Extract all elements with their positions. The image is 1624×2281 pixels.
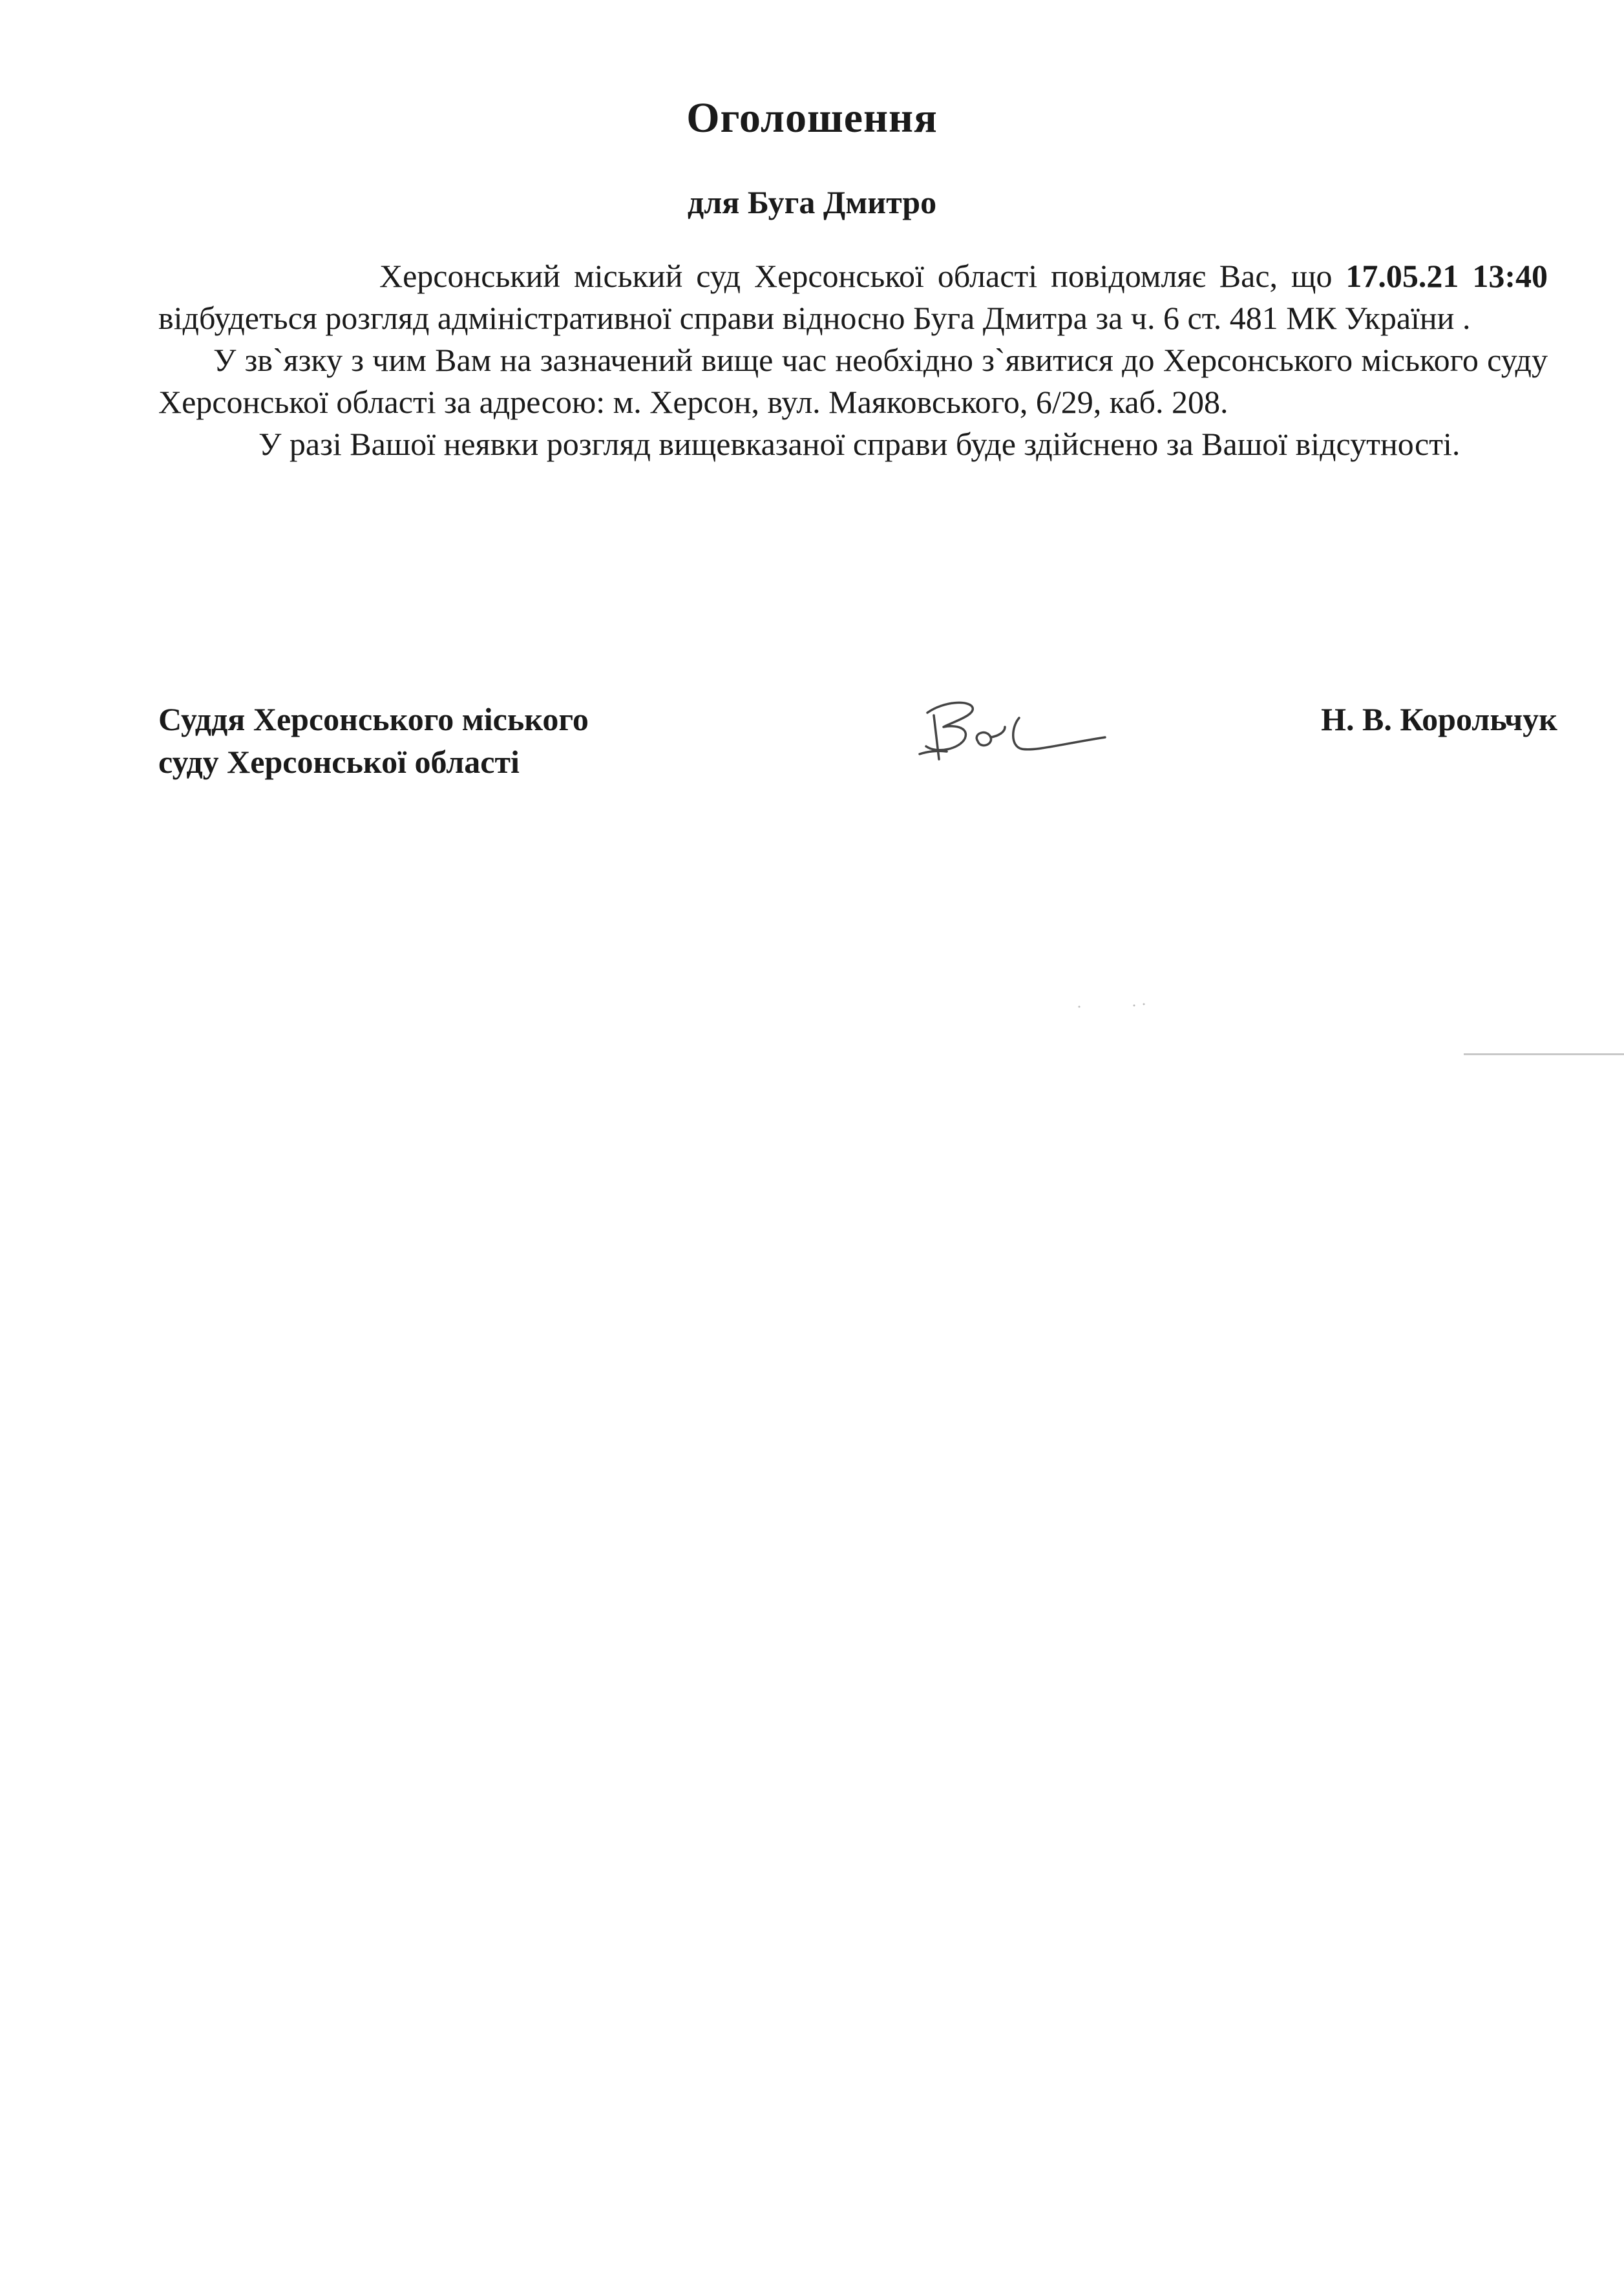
notice-body: [158, 255, 1548, 465]
judge-position: [158, 698, 740, 783]
scan-speck: [1073, 1000, 1157, 1013]
paragraph-rest-text: відбудеться розгляд адміністративної справи відносно Буга Дмитра за ч. 6 ст. 481 МК України .: [158, 300, 1471, 336]
notice-paragraph-absence: У разі Вашої неявки розгляд вищевказаної справи буде здійснено за Вашої відсутності.: [258, 426, 1461, 462]
addressee-line: для Буга Дмитро: [687, 184, 937, 220]
document-title: Оголошення: [686, 94, 938, 142]
paragraph-intro-text: Херсонський міський суд Херсонської області повідомляє Вас, що: [379, 258, 1346, 294]
judge-position-line-1: Суддя Херсонського міського: [158, 701, 589, 737]
judge-name: Н. В. Корольчук: [1321, 701, 1557, 737]
judge-position-line-2: суду Херсонської області: [158, 744, 520, 780]
hearing-datetime: 17.05.21 13:40: [1345, 258, 1548, 294]
handwritten-signature: [908, 682, 1115, 779]
notice-paragraph-appearance: У зв`язку з чим Вам на зазначений вище час необхідно з`явитися до Херсонського міського суду Херсонської області за адресою: м. Херсон, вул. Маяковського, 6/29, каб. 208.: [158, 342, 1548, 420]
notice-paragraph-hearing: [158, 255, 1548, 339]
scan-artifact-line: [1464, 1053, 1624, 1055]
